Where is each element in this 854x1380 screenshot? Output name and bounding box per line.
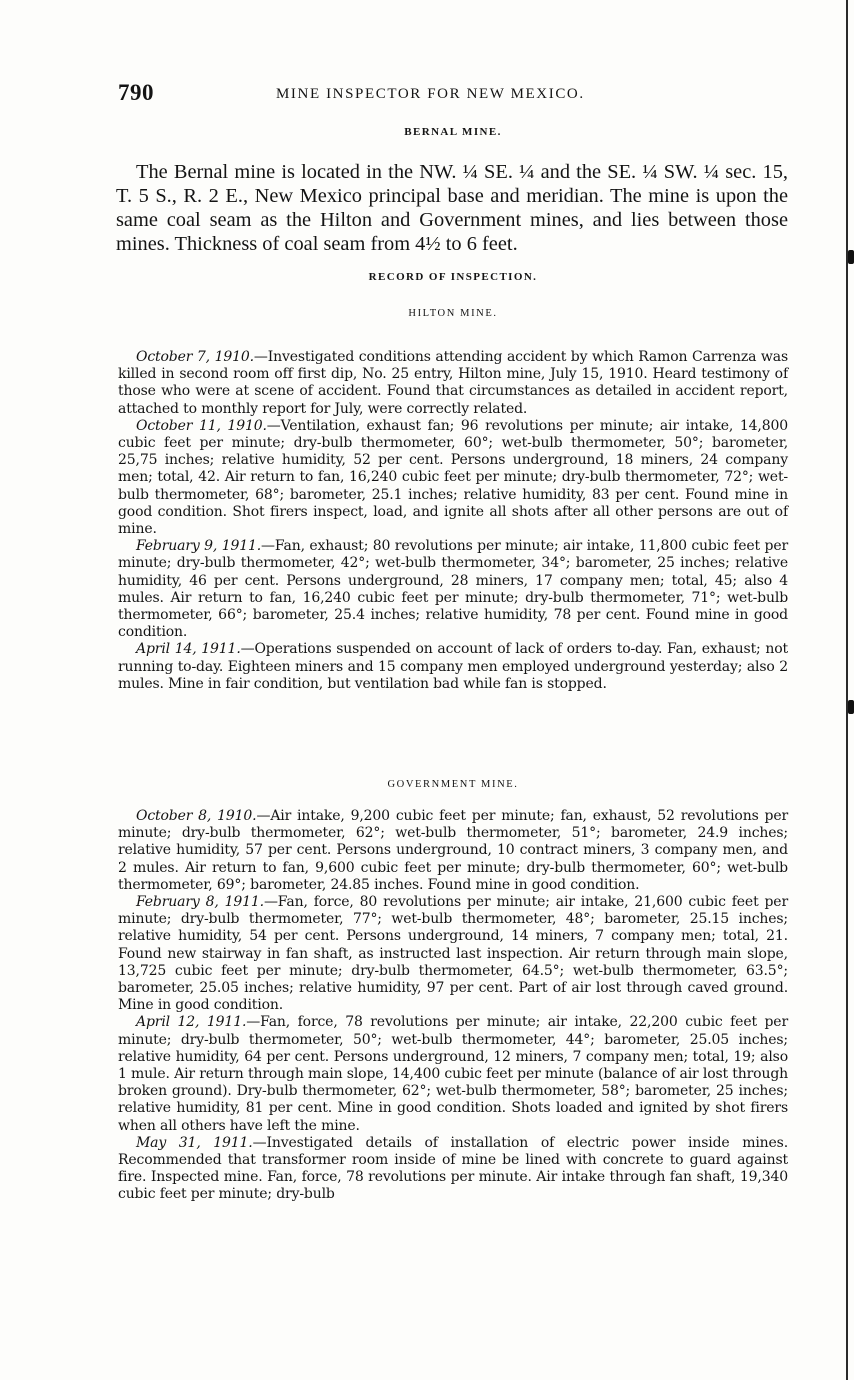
record-of-inspection-heading: RECORD OF INSPECTION. [368,271,538,283]
inspection-entry [118,641,788,693]
inspection-entry [118,538,788,641]
entry-date: February 8, 1911. [136,894,264,911]
bernal-mine-heading: BERNAL MINE. [404,126,502,138]
inspection-entry [118,418,788,538]
entry-date: October 11, 1910. [136,417,267,434]
page-edge-mark [848,700,854,714]
inspection-entry [118,808,788,894]
entry-date: October 7, 1910. [136,349,254,365]
entry-text: —Fan, force, 78 revolutions per minute; air intake, 22,200 cubic feet per minute; dry-bulb thermometer, 50°; wet-bulb thermometer, 44°; barometer, 25.05 inches; relative humidity, 64 per cent. Persons underground, 12 miners, 7 company men; total, 19; also 1 mule. Air return through main slope, 14,400 cubic feet per minute (balance of air lost through broken ground). Dry-bulb thermometer, 62°; wet-bulb thermometer, 58°; barometer, 25 inches; relative humidity, 81 per cent. Mine in good condition. Shots loaded and ignited by shot firers when all others have left the mine. [118,1014,788,1134]
entry-date: May 31, 1911. [136,1134,253,1151]
entry-date: February 9, 1911. [136,538,262,555]
entry-text: —Fan, exhaust; 80 revolutions per minute; air intake, 11,800 cubic feet per minute; dry-bulb thermometer, 42°; wet-bulb thermometer, 34°; barometer, 25 inches; relative humidity, 46 per cent. Persons underground, 28 miners, 17 company men; total, 45; also 4 mules. Air return to fan, 16,240 cubic feet per minute; dry-bulb thermometer, 71°; wet-bulb thermometer, 66°; barometer, 25.4 inches; relative humidity, 78 per cent. Found mine in good condition. [118,538,788,641]
entry-text: —Investigated details of installation of electric power inside mines. Recommended that transformer room inside of mine be lined with concrete to guard against fire. Inspected mine. Fan, force, 78 revolutions per minute. Air intake through fan shaft, 19,340 cubic feet per minute; dry-bulb [118,1134,788,1203]
page-edge-mark [848,250,854,264]
entry-text: —Operations suspended on account of lack of orders to-day. Fan, exhaust; not running to-day. Eighteen miners and 15 company men employed underground yesterday; also 2 mules. Mine in fair condition, but ventilation bad while fan is stopped. [118,641,788,692]
inspection-entry [118,894,788,1014]
hilton-mine-heading: HILTON MINE. [408,308,498,319]
entry-text: —Investigated conditions attending accident by which Ramon Carrenza was killed in second room off first dip, No. 25 entry, Hilton mine, July 15, 1910. Heard testimony of those who were at scene of accident. Found that circumstances as detailed in accident report, attached to monthly report for July, were correctly related. [118,349,788,417]
entry-text: —Air intake, 9,200 cubic feet per minute; fan, exhaust, 52 revolutions per minute; dry-bulb thermometer, 62°; wet-bulb thermometer, 51°; barometer, 24.9 inches; relative humidity, 57 per cent. Persons underground, 10 contract miners, 3 company men, and 2 mules. Air return to fan, 9,600 cubic feet per minute; dry-bulb thermometer, 60°; wet-bulb thermometer, 69°; barometer, 24.85 inches. Found mine in good condition. [118,808,788,893]
page-header [118,80,788,110]
entry-text: —Ventilation, exhaust fan; 96 revolutions per minute; air intake, 14,800 cubic feet per minute; dry-bulb thermometer, 60°; wet-bulb thermometer, 50°; barometer, 25,75 inches; relative humidity, 52 per cent. Persons underground, 18 miners, 24 company men; total, 42. Air return to fan, 16,240 cubic feet per minute; dry-bulb thermometer, 72°; wet-bulb thermometer, 68°; barometer, 25.1 inches; relative humidity, 83 per cent. Found mine in good condition. Shot firers inspect, load, and ignite all shots after all other persons are out of mine. [118,417,788,538]
government-entries [118,808,788,1204]
inspection-entry [118,1135,788,1204]
inspection-entry [118,349,788,418]
bernal-intro-paragraph: The Bernal mine is located in the NW. ¼ SE. ¼ and the SE. ¼ SW. ¼ sec. 15, T. 5 S., R. 2 E., New Mexico principal base and meridian. The mine is upon the same coal seam as the Hilton and Government mines, and lies between those mines. Thickness of coal seam from 4½ to 6 feet. [116,161,788,255]
page-number: 790 [118,80,154,105]
inspection-entry [118,1014,788,1134]
page-edge-line [846,0,848,1380]
entry-text: —Fan, force, 80 revolutions per minute; air intake, 21,600 cubic feet per minute; dry-bulb thermometer, 77°; wet-bulb thermometer, 48°; barometer, 25.15 inches; relative humidity, 54 per cent. Persons underground, 14 miners, 7 company men; total, 21. Found new stairway in fan shaft, as instructed last inspection. Air return through main slope, 13,725 cubic feet per minute; dry-bulb thermometer, 64.5°; wet-bulb thermometer, 63.5°; barometer, 25.05 inches; relative humidity, 97 per cent. Part of air lost through caved ground. Mine in good condition. [118,894,788,1014]
entry-date: April 14, 1911. [136,641,241,658]
running-head: MINE INSPECTOR FOR NEW MEXICO. [276,86,585,102]
entry-date: April 12, 1911. [136,1014,247,1031]
government-mine-heading: GOVERNMENT MINE. [387,779,519,790]
hilton-entries [118,349,788,693]
entry-date: October 8, 1910. [136,808,257,824]
